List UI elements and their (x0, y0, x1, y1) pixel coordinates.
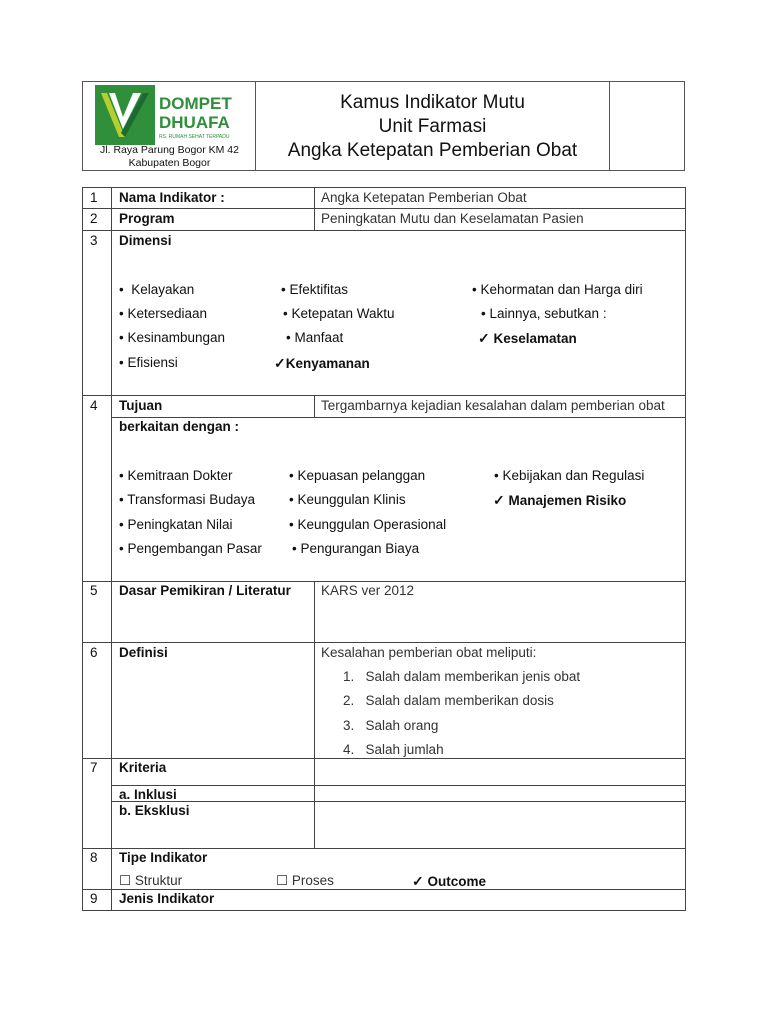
label-program: Program (119, 211, 175, 226)
tujuan-item: • Peningkatan Nilai (119, 517, 233, 532)
label-eksklusi: b. Eksklusi (119, 803, 190, 818)
title-indicator: Angka Ketepatan Pemberian Obat (287, 140, 578, 161)
table-col-value-4 (314, 395, 315, 417)
option-proses[interactable]: ☐ Proses (276, 873, 334, 888)
check-icon: ✓ (493, 492, 505, 508)
checkbox-empty-icon: ☐ (276, 873, 289, 888)
row-line (82, 642, 686, 643)
table-col-value-5 (314, 581, 315, 848)
logo-text-sub: RS. RUMAH SEHAT TERPADU (159, 134, 230, 140)
dimensi-item: • Kehormatan dan Harga diri (472, 282, 643, 297)
definisi-list-item: 1. Salah dalam memberikan jenis obat (343, 669, 581, 684)
row-number: 7 (90, 760, 98, 775)
header-logo-cell (83, 82, 256, 170)
dimensi-item: • Manfaat (286, 330, 344, 345)
check-icon: ✓ (412, 873, 424, 889)
row-number: 3 (90, 233, 98, 248)
row-line (82, 187, 686, 188)
label-nama-indikator: Nama Indikator : (119, 190, 225, 205)
dimensi-item-checked: ✓ Keselamatan (478, 330, 577, 346)
tujuan-item: • Kebijakan dan Regulasi (494, 468, 645, 483)
row-line (82, 230, 686, 231)
header-divider (609, 82, 610, 170)
row-number: 8 (90, 850, 98, 865)
label-dasar-pemikiran: Dasar Pemikiran / Literatur (119, 583, 291, 598)
table-border-left (82, 187, 83, 910)
tujuan-item: • Kepuasan pelanggan (289, 468, 426, 483)
title-kamus: Kamus Indikator Mutu (340, 92, 525, 113)
label-tipe-indikator: Tipe Indikator (119, 850, 208, 865)
tujuan-item: • Keunggulan Operasional (289, 517, 447, 532)
checkbox-empty-icon: ☐ (119, 873, 132, 888)
label-kriteria: Kriteria (119, 760, 167, 775)
label-tujuan: Tujuan (119, 398, 163, 413)
logo-text-dompet: DOMPET (159, 94, 232, 113)
row-line (82, 848, 686, 849)
row-line (111, 801, 686, 802)
label-inklusi: a. Inklusi (119, 787, 177, 802)
row-line (82, 910, 686, 911)
value-dasar-pemikiran: KARS ver 2012 (321, 583, 415, 598)
row-number: 9 (90, 891, 98, 906)
row-line (82, 889, 686, 890)
option-outcome[interactable]: ✓ Outcome (412, 873, 487, 889)
definisi-list-item: 2. Salah dalam memberikan dosis (343, 693, 554, 708)
tujuan-item: • Pengembangan Pasar (119, 541, 262, 556)
dimensi-item: • Kesinambungan (119, 330, 226, 345)
row-line (82, 395, 686, 396)
value-nama-indikator: Angka Ketepatan Pemberian Obat (321, 190, 527, 205)
row-line (82, 208, 686, 209)
option-struktur[interactable]: ☐ Struktur (119, 873, 183, 888)
logo-text-dhuafa: DHUAFA (159, 113, 230, 132)
row-line (111, 417, 686, 418)
dompet-dhuafa-logo (95, 85, 243, 145)
address-line1: Jl. Raya Parung Bogor KM 42 (100, 144, 239, 156)
value-program: Peningkatan Mutu dan Keselamatan Pasien (321, 211, 584, 226)
row-number: 6 (90, 645, 98, 660)
label-definisi: Definisi (119, 645, 168, 660)
tujuan-item: • Transformasi Budaya (119, 492, 256, 507)
tujuan-item: • Keunggulan Klinis (289, 492, 406, 507)
tujuan-item: • Kemitraan Dokter (119, 468, 233, 483)
definisi-list-item: 4. Salah jumlah (343, 742, 444, 757)
label-dimensi: Dimensi (119, 233, 172, 248)
dimensi-item: • Kelayakan (119, 282, 195, 297)
tujuan-item-checked: ✓ Manajemen Risiko (493, 492, 627, 508)
row-number: 1 (90, 190, 98, 205)
label-jenis-indikator: Jenis Indikator (119, 891, 215, 906)
row-line (111, 785, 686, 786)
tujuan-item: • Pengurangan Biaya (292, 541, 420, 556)
document-header (82, 81, 685, 171)
row-line (82, 581, 686, 582)
row-line (82, 758, 686, 759)
label-berkaitan: berkaitan dengan : (119, 419, 240, 434)
title-unit: Unit Farmasi (378, 116, 487, 137)
dimensi-item-checked: ✓Kenyamanan (274, 355, 370, 371)
row-number: 5 (90, 583, 98, 598)
value-tujuan: Tergambarnya kejadian kesalahan dalam pemberian obat (321, 398, 665, 413)
dimensi-item: • Ketepatan Waktu (283, 306, 395, 321)
address-line2: Kabupaten Bogor (128, 157, 211, 169)
dimensi-item: • Lainnya, sebutkan : (481, 306, 607, 321)
logo-mark-icon (95, 85, 243, 145)
check-icon: ✓ (274, 355, 286, 371)
row-number: 4 (90, 398, 98, 413)
dimensi-item: • Ketersediaan (119, 306, 208, 321)
definisi-list-item: 3. Salah orang (343, 718, 439, 733)
dimensi-item: • Efektifitas (281, 282, 349, 297)
address (83, 144, 256, 170)
check-icon: ✓ (478, 330, 490, 346)
value-definisi: Kesalahan pemberian obat meliputi: (321, 645, 537, 660)
title-block (256, 91, 609, 163)
row-number: 2 (90, 211, 98, 226)
dimensi-item: • Efisiensi (119, 355, 178, 370)
